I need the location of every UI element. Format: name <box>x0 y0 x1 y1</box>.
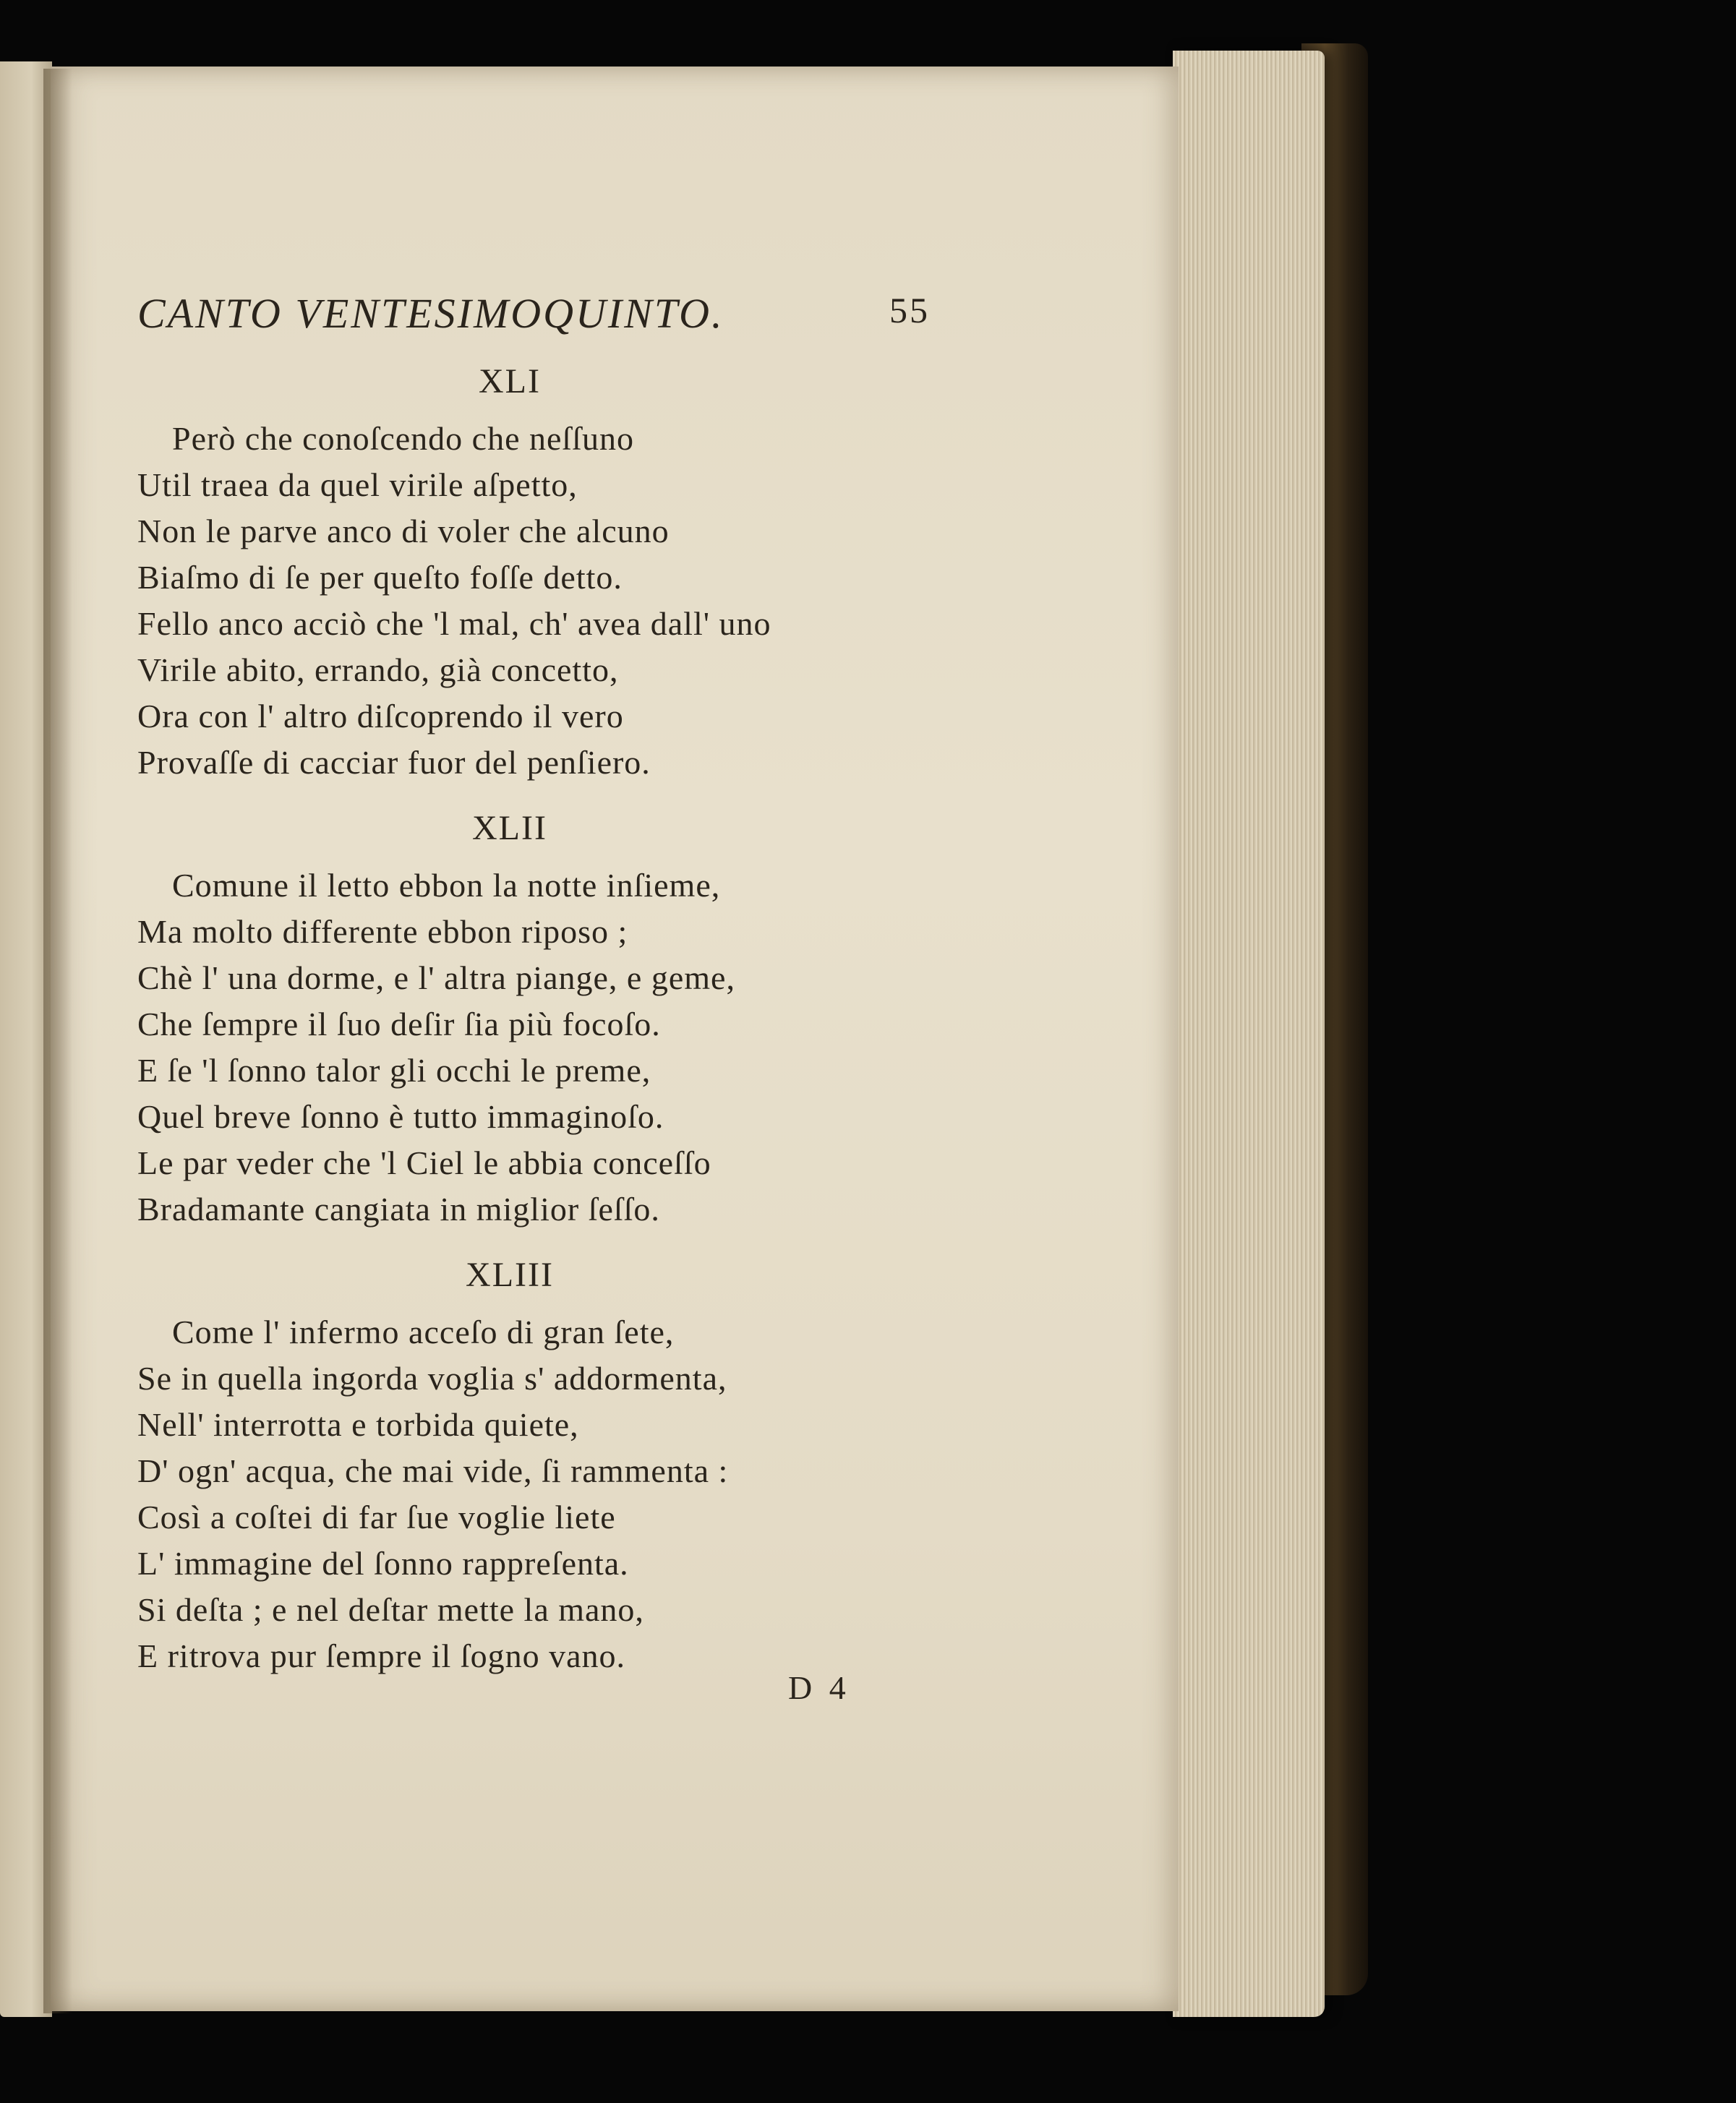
verse-line: Che ſempre il ſuo deſir ſia più focoſo. <box>137 1006 661 1042</box>
verse-line: Comune il letto ebbon la notte inſieme, <box>172 867 721 904</box>
stanza-number: XLI <box>479 362 541 401</box>
verse-line: Non le parve anco di voler che alcuno <box>137 513 670 549</box>
stanza-43 <box>137 1251 954 1679</box>
verse-line: Virile abito, errando, già concetto, <box>137 651 619 688</box>
verse-line: Biaſmo di ſe per queſto foſſe detto. <box>137 559 623 596</box>
stanza-41 <box>137 358 954 786</box>
stanza-number: XLIII <box>466 1256 554 1294</box>
verse-line: Nell' interrotta e torbida quiete, <box>137 1406 579 1443</box>
gutter-shadow <box>43 69 72 2013</box>
verse-line: D' ogn' acqua, che mai vide, ſi rammenta : <box>137 1452 729 1489</box>
page-text <box>137 289 954 1706</box>
signature-mark: D 4 <box>788 1669 850 1706</box>
verse-line: Quel breve ſonno è tutto immaginoſo. <box>137 1098 664 1135</box>
stanza-42 <box>137 805 954 1233</box>
verse-line: Se in quella ingorda voglia s' addormenta, <box>137 1360 727 1397</box>
verse-line: Util traea da quel virile aſpetto, <box>137 466 578 503</box>
verse-line: Così a coſtei di far ſue voglie liete <box>137 1499 616 1536</box>
verse-line: Si deſta ; e nel deſtar mette la mano, <box>137 1591 644 1628</box>
running-title: CANTO VENTESIMOQUINTO. <box>137 290 724 337</box>
verse-line: E ſe 'l ſonno talor gli occhi le preme, <box>137 1052 651 1089</box>
verse-line: Chè l' una dorme, e l' altra piange, e geme, <box>137 959 735 996</box>
verse-line: Le par veder che 'l Ciel le abbia conceſſo <box>137 1144 711 1181</box>
running-header <box>137 289 954 358</box>
verse-line: Fello anco acciò che 'l mal, ch' avea dall' uno <box>137 605 771 642</box>
verse-line: Ma molto differente ebbon riposo ; <box>137 913 628 950</box>
page-number: 55 <box>889 290 930 330</box>
verse-line: L' immagine del ſonno rappreſenta. <box>137 1545 629 1582</box>
verse-line: Come l' infermo acceſo di gran ſete, <box>172 1314 675 1350</box>
verse-line: Però che conoſcendo che neſſuno <box>172 420 634 457</box>
verse-line: Ora con l' altro diſcoprendo il vero <box>137 698 624 734</box>
verse-line: Bradamante cangiata in miglior ſeſſo. <box>137 1191 660 1228</box>
stanza-number: XLII <box>472 809 547 847</box>
verse-line: Provaſſe di cacciar fuor del penſiero. <box>137 744 651 781</box>
page-block-edges <box>1173 51 1325 2017</box>
verse-line: E ritrova pur ſempre il ſogno vano. <box>137 1637 626 1674</box>
